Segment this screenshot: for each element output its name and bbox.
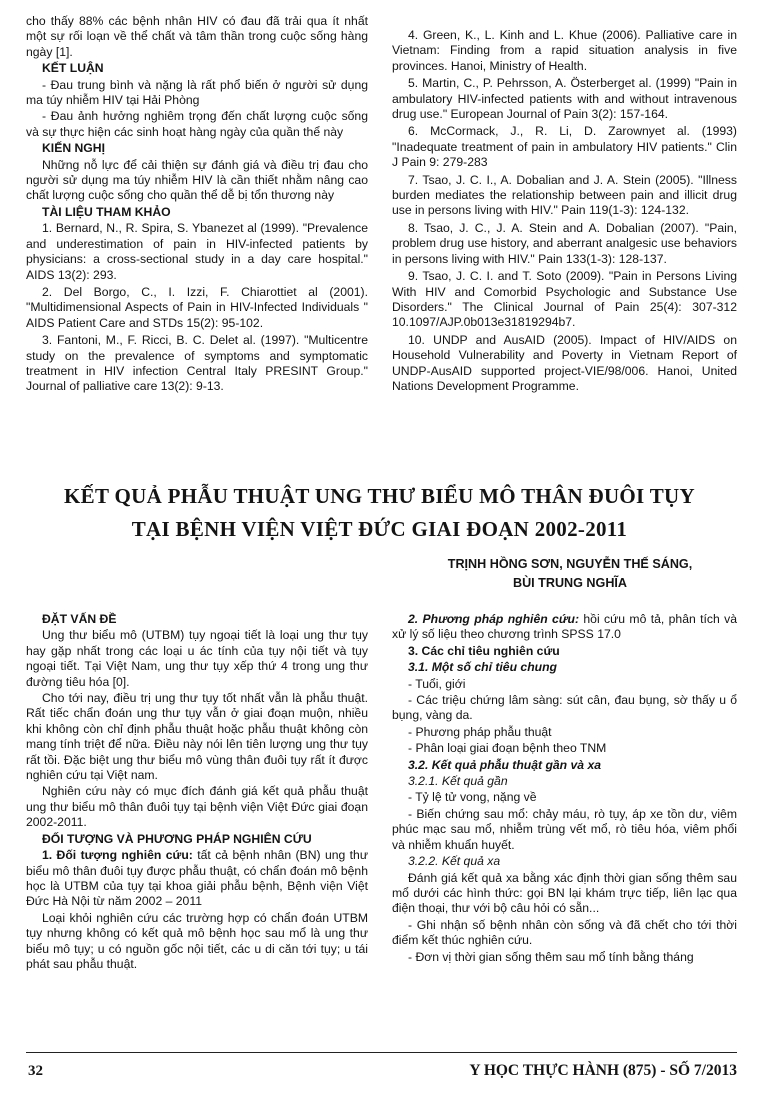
exclusion-paragraph: Loại khỏi nghiên cứu các trường hợp có chẩn đoán UTBM tụy nhưng không có kết quả mô bệnh học sau mổ là ung thư biểu mô tụy; u có nguồn gốc nội tiết, các u di căn tới tụy; u tái phát sau phẫu thuật. — [26, 910, 368, 971]
heading-surgery-results: 3.2. Kết quả phẫu thuật gần và xa — [408, 757, 602, 772]
criteria-item-2: - Các triệu chứng lâm sàng: sút cân, đau bụng, sờ thấy u ổ bụng, vàng da. — [392, 693, 737, 723]
intro-paragraph-3: Nghiên cứu này có mục đích đánh giá kết quả phẫu thuật ung thư biểu mô thân đuôi tụy tại bệnh viện Việt Đức giai đoạn 2002-2011. — [26, 784, 368, 830]
reference-6: 6. McCormack, J., R. Li, D. Zarownyet al. (1993) "Inadequate treatment of pain in ambulatory HIV patients." Clin J Pain 9: 279-283 — [392, 124, 737, 170]
journal-name: Y HỌC THỰC HÀNH (875) - SỐ 7/2013 — [469, 1062, 737, 1079]
reference-9: 9. Tsao, J. C. I. and T. Soto (2009). "Pain in Persons Living With HIV and Comorbid Psychologic and Substance Use Disorders." The Clinical Journal of Pain 25(4): 307-312 10.1097/AJP.0b013e31819294b7. — [392, 269, 737, 330]
criteria-item-5: - Tỷ lệ tử vong, nặng về — [408, 790, 537, 805]
heading-criteria: 3. Các chỉ tiêu nghiên cứu — [408, 643, 560, 658]
heading-short-term-results: 3.2.1. Kết quả gần — [408, 774, 508, 789]
subjects-text: tất cả bệnh nhân (BN) ung thư biểu mô thân đuôi tụy được phẫu thuật, có chẩn đoán mô bệnh học là UTBM của tụy tại khoa giải phẫu bệnh, Bệnh viện Việt Đức Hà Nội từ năm 2002 – 2011 — [26, 848, 368, 909]
criteria-item-6: - Biến chứng sau mổ: chảy máu, rò tụy, áp xe tồn dư, viêm phúc mạc sau mổ, nhiễm trùng vết mổ, rò tiêu hóa, viêm phổi và nhiễm khuẩn huyết. — [392, 806, 737, 852]
heading-general-criteria: 3.1. Một số chỉ tiêu chung — [408, 660, 557, 675]
bottom-left-column — [26, 612, 368, 973]
reference-5: 5. Martin, C., P. Pehrsson, A. Österberget al. (1999) "Pain in ambulatory HIV-infected patients with and without intravenous drug use." European Journal of Pain 3(2): 157-164. — [392, 76, 737, 122]
reference-4: 4. Green, K., L. Kinh and L. Khue (2006). Palliative care in Vietnam: Finding from a rapid situation analysis in five provinces. Hanoi, Ministry of Health. — [392, 28, 737, 73]
article-title-line-2: TẠI BỆNH VIỆN VIỆT ĐỨC GIAI ĐOẠN 2002-2011 — [131, 517, 628, 541]
intro-paragraph-1: Ung thư biểu mô (UTBM) tụy ngoại tiết là loại ung thư tụy hay gặp nhất trong các loại u ác tính của tụy nội tiết và tụy ngoại tiết. Tại Việt Nam, ung thư tụy xếp thứ 4 trong ung thư đường tiêu hóa [0]. — [26, 628, 368, 689]
long-term-paragraph: Đánh giá kết quả xa bằng xác định thời gian sống thêm sau mổ dưới các hình thức: gọi BN lại khám trực tiếp, liên lạc qua điện thoại, thư với bộ câu hỏi có sẵn... — [392, 870, 737, 916]
footer-divider — [26, 1052, 737, 1053]
article-authors — [410, 555, 730, 593]
heading-kien-nghi: KIẾN NGHỊ — [42, 141, 105, 156]
recommendation-paragraph: Những nỗ lực để cải thiện sự đánh giá và điều trị đau cho người sử dụng ma túy nhiễm HIV là cần thiết nhằm nâng cao chất lượng cuộc sống cho quần thể dễ bị tổn thương này — [26, 157, 368, 203]
intro-paragraph: cho thấy 88% các bệnh nhân HIV có đau đã trải qua ít nhất một sự rối loạn về thể chất và tâm thần trong cuộc sống hàng ngày [1]. — [26, 14, 368, 59]
intro-paragraph-2: Cho tới nay, điều trị ung thư tụy tốt nhất vẫn là phẫu thuật. Rất tiếc chẩn đoán ung thư tụy vẫn ở giai đoạn muộn, nhiều khi không còn chỉ định phẫu thuật hoặc phẫu thuật không còn mang tính triệt để nữa. Điều này nói lên tiên lượng ung thư tụy rất tồi. Đặc biệt ung thư biểu mô vùng thân đuôi tụy rất ít được nghiên cứu tại Việt nam. — [26, 691, 368, 783]
authors-line-2: BÙI TRUNG NGHĨA — [512, 576, 628, 590]
heading-references: TÀI LIỆU THAM KHẢO — [42, 204, 171, 219]
heading-dat-van-de: ĐẶT VẤN ĐỀ — [42, 612, 117, 626]
conclusion-1: - Đau trung bình và nặng là rất phổ biến ở người sử dụng ma túy nhiễm HIV tại Hải Phòng — [26, 77, 368, 108]
methods-text: hồi cứu mô tả, phân tích và xử lý số liệu theo chương trình SPSS 17.0 — [392, 612, 738, 642]
reference-3: 3. Fantoni, M., F. Ricci, B. C. Delet al. (1997). "Multicentre study on the prevalence of symptoms and symptomatic treatment in HIV infection Central Italy PRESINT Group." Journal of palliative care 13(2): 9-13. — [26, 333, 368, 394]
criteria-item-8: - Đơn vị thời gian sống thêm sau mổ tính bằng tháng — [408, 949, 694, 964]
article-title-line-1: KẾT QUẢ PHẪU THUẬT UNG THƯ BIỂU MÔ THÂN ĐUÔI TỤY — [64, 484, 695, 508]
heading-doi-tuong: ĐỐI TƯỢNG VÀ PHƯƠNG PHÁP NGHIÊN CỨU — [42, 831, 312, 846]
subjects-paragraph — [26, 848, 368, 910]
criteria-item-3: - Phương pháp phẫu thuật — [408, 724, 552, 739]
reference-8: 8. Tsao, J. C., J. A. Stein and A. Dobalian (2007). "Pain, problem drug use history, and aberrant analgesic use behaviors in persons living with HIV." Pain 133(1-3): 128-137. — [392, 220, 737, 266]
authors-line-1: TRỊNH HỒNG SƠN, NGUYỄN THẾ SÁNG, — [447, 557, 693, 571]
criteria-item-4: - Phân loại giai đoạn bệnh theo TNM — [408, 741, 607, 756]
methods-label: 2. Phương pháp nghiên cứu: — [408, 612, 580, 626]
criteria-item-7: - Ghi nhận số bệnh nhân còn sống và đã chết cho tới thời điểm kết thúc nghiên cứu. — [392, 917, 737, 948]
reference-7: 7. Tsao, J. C. I., A. Dobalian and J. A. Stein (2005). "Illness burden mediates the relationship between pain and illicit drug use in persons living with HIV." Pain 119(1-3): 124-132. — [392, 172, 737, 218]
conclusion-2: - Đau ảnh hưởng nghiêm trọng đến chất lượng cuộc sống và sự thực hiện các sinh hoạt hàng ngày của quần thể này — [26, 109, 368, 139]
heading-long-term-results: 3.2.2. Kết quả xa — [408, 854, 501, 869]
bottom-right-column — [392, 612, 737, 966]
page-number: 32 — [28, 1063, 43, 1079]
methods-paragraph — [392, 612, 737, 643]
heading-ket-luan: KẾT LUẬN — [42, 61, 104, 76]
criteria-item-1: - Tuổi, giới — [408, 676, 466, 691]
reference-2: 2. Del Borgo, C., I. Izzi, F. Chiarottiet al (2001). "Multidimensional Aspects of Pain in HIV-Infected Individuals " AIDS Patient Care and STDs 15(2): 95-102. — [26, 284, 368, 330]
top-right-column — [392, 28, 737, 396]
reference-1: 1. Bernard, N., R. Spira, S. Ybanezet al (1999). "Prevalence and underestimation of pain in HIV-infected patients by physicians: a cross-sectional study in a day care hospital." AIDS 13(2): 293. — [26, 221, 368, 282]
subjects-label: 1. Đối tượng nghiên cứu: — [42, 848, 193, 863]
top-left-column — [26, 14, 368, 397]
article-title — [20, 480, 739, 546]
reference-10: 10. UNDP and AusAID (2005). Impact of HIV/AIDS on Household Vulnerability and Poverty in Vietnam Report of UNDP-AusAID supported project-VIE/98/006. Hanoi, United Nations Development Programme. — [392, 332, 737, 393]
